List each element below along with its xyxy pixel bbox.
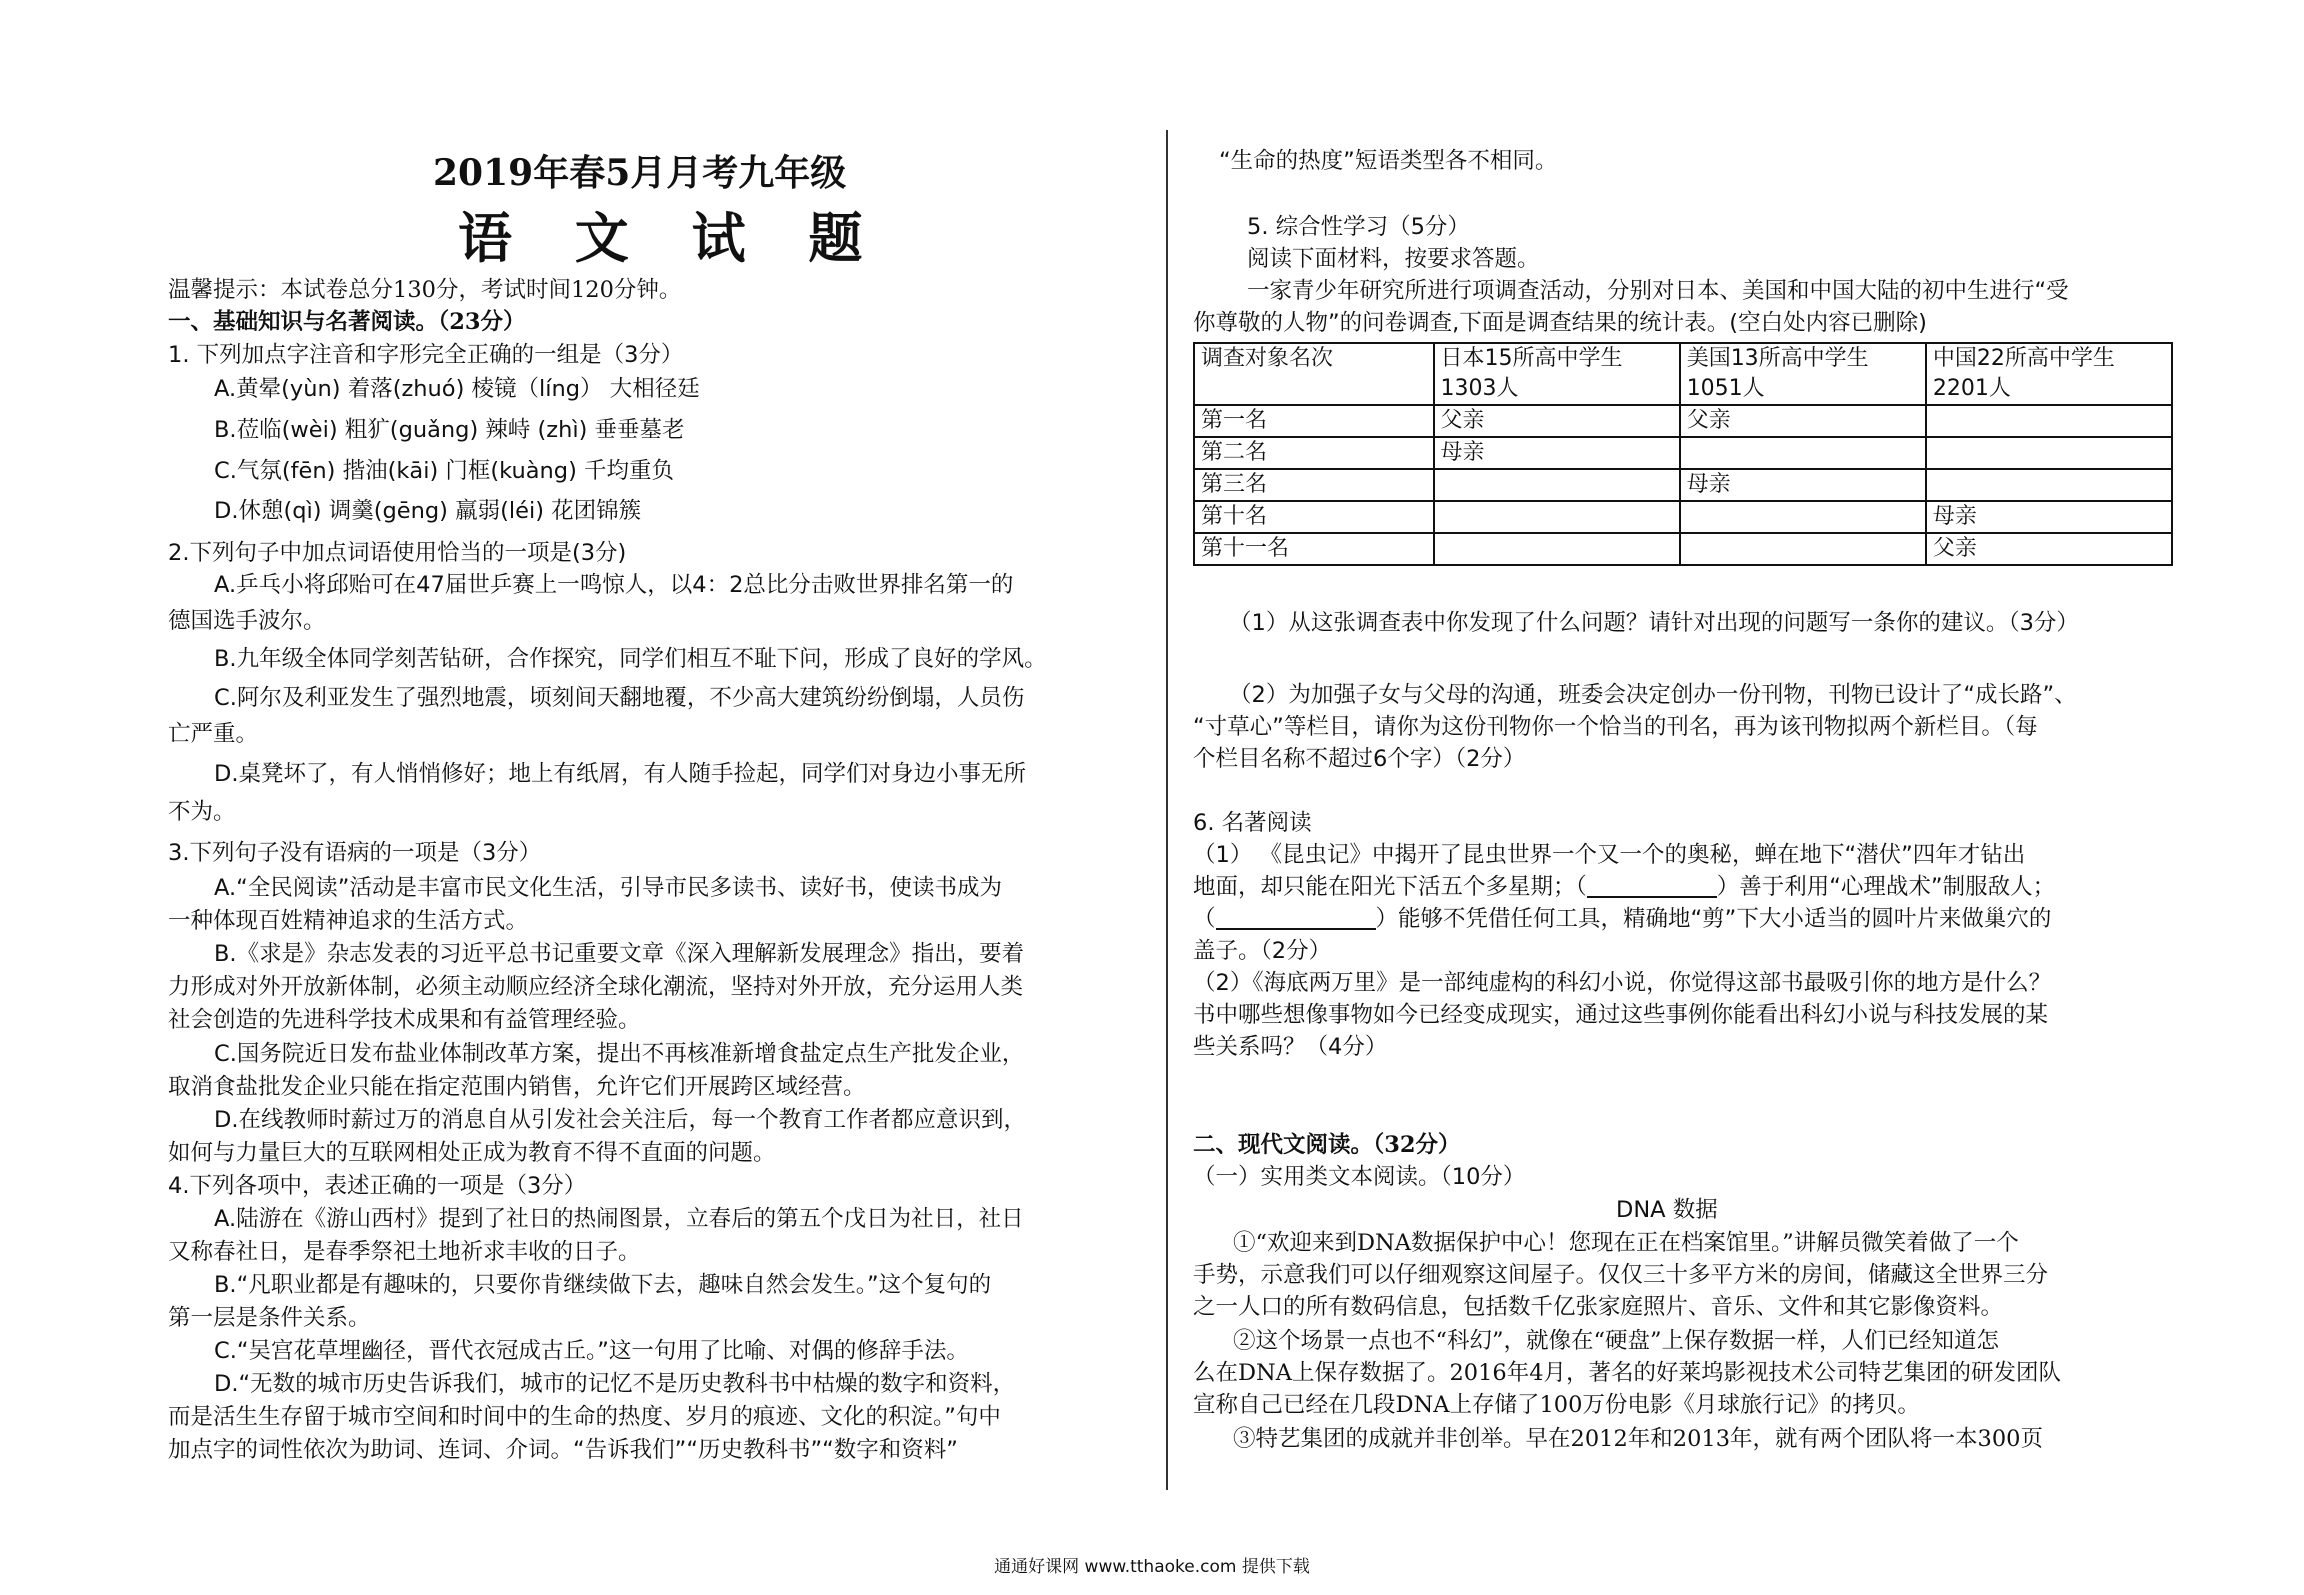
q3-option-c-cont: 取消食盐批发企业只能在指定范围内销售，允许它们开展跨区域经营。: [168, 1074, 866, 1100]
answer-blank-2[interactable]: [1216, 906, 1376, 930]
article-para3-line1: ③特艺集团的成就并非创举。早在2012年和2013年，就有两个团队将一本300页: [1233, 1426, 2043, 1452]
table-header-cell: 日本15所高中学生1303人: [1434, 343, 1680, 405]
survey-table: [1193, 342, 2173, 566]
q4-option-d-cont1: 而是活生生存留于城市空间和时间中的生命的热度、岁月的痕迹、文化的积淀。”句中: [168, 1404, 1001, 1430]
table-cell: 父亲: [1680, 405, 1926, 437]
q6-part2-line2: 书中哪些想像事物如今已经变成现实，通过这些事例你能看出科幻小说与科技发展的某: [1193, 1002, 2049, 1028]
table-cell: 第三名: [1194, 469, 1434, 501]
section1-heading: 一、基础知识与名著阅读。（23分）: [168, 309, 526, 335]
table-row: [1194, 469, 2172, 501]
table-cell: [1434, 533, 1680, 565]
q2-option-b: B.九年级全体同学刻苦钻研，合作探究，同学们相互不耻下问，形成了良好的学风。: [214, 646, 1047, 672]
q3-option-a-cont: 一种体现百姓精神追求的生活方式。: [168, 908, 529, 934]
q5-heading: 5. 综合性学习（5分）: [1247, 214, 1470, 240]
table-cell: 第十名: [1194, 501, 1434, 533]
table-cell: [1926, 469, 2172, 501]
q3-option-a: A.“全民阅读”活动是丰富市民文化生活，引导市民多读书、读好书，使读书成为: [214, 875, 1002, 901]
table-cell: 父亲: [1926, 533, 2172, 565]
q6-part1-line3: [1193, 904, 2051, 934]
table-row: [1194, 501, 2172, 533]
q1-option-a: A.黄晕(yùn) 着落(zhuó) 棱镜（líng） 大相径廷: [214, 376, 700, 402]
section2-sub-heading: （一）实用类文本阅读。（10分）: [1193, 1164, 1526, 1190]
q2-option-d-cont: 不为。: [168, 799, 236, 825]
q2-option-d: D.桌凳坏了，有人悄悄修好；地上有纸屑，有人随手捡起，同学们对身边小事无所: [214, 761, 1026, 787]
q4-option-d-cont2: 加点字的词性依次为助词、连词、介词。“告诉我们”“历史教科书”“数字和资料”: [168, 1437, 958, 1463]
table-row: [1194, 405, 2172, 437]
q5-intro-line2: 你尊敬的人物”的问卷调查,下面是调查结果的统计表。(空白处内容已删除): [1193, 310, 1927, 336]
table-header-cell: 调查对象名次: [1194, 343, 1434, 405]
table-cell: 第一名: [1194, 405, 1434, 437]
page-footer: 通通好课网 www.tthaoke.com 提供下载: [994, 1557, 1310, 1577]
q3-option-c: C.国务院近日发布盐业体制改革方案，提出不再核准新增食盐定点生产批发企业，: [214, 1041, 1025, 1067]
q3-option-b: B.《求是》杂志发表的习近平总书记重要文章《深入理解新发展理念》指出，要着: [214, 941, 1025, 967]
q5-part1: （1）从这张调查表中你发现了什么问题？请针对出现的问题写一条你的建议。（3分）: [1229, 610, 2079, 636]
q2-option-a: A.乒乓小将邱贻可在47届世乒赛上一鸣惊人，以4：2总比分击败世界排名第一的: [214, 572, 1014, 598]
q3-option-d-cont: 如何与力量巨大的互联网相处正成为教育不得不直面的问题。: [168, 1140, 776, 1166]
q6-part1-line2: [1193, 872, 2055, 902]
q6-part1-line4: 盖子。（2分）: [1193, 938, 1332, 964]
q2-stem: 2.下列句子中加点词语使用恰当的一项是(3分): [168, 540, 627, 566]
table-cell: [1434, 469, 1680, 501]
answer-blank-1[interactable]: [1587, 874, 1717, 898]
q3-option-d: D.在线教师时薪过万的消息自从引发社会关注后，每一个教育工作者都应意识到，: [214, 1107, 1026, 1133]
q1-option-b: B.莅临(wèi) 粗犷(guǎng) 辣峙 (zhì) 垂垂墓老: [214, 417, 685, 443]
table-cell: 母亲: [1434, 437, 1680, 469]
exam-title-line2: 语 文 试 题: [458, 206, 885, 270]
q4-option-b: B.“凡职业都是有趣味的，只要你肯继续做下去，趣味自然会发生。”这个复句的: [214, 1272, 992, 1298]
article-para2-line1: ②这个场景一点也不“科幻”，就像在“硬盘”上保存数据一样，人们已经知道怎: [1233, 1328, 2000, 1354]
q6-part2-line1: （2）《海底两万里》是一部纯虚构的科幻小说，你觉得这部书最吸引你的地方是什么？: [1193, 970, 2052, 996]
table-cell: [1926, 405, 2172, 437]
article-para1-line2: 手势，示意我们可以仔细观察这间屋子。仅仅三十多平方米的房间，储藏这全世界三分: [1193, 1262, 2049, 1288]
q4-option-a-cont: 又称春社日，是春季祭祀土地祈求丰收的日子。: [168, 1239, 641, 1265]
table-cell: 母亲: [1926, 501, 2172, 533]
q6-part1-line2-text: 地面，却只能在阳光下活五个多星期；（: [1193, 874, 1587, 900]
table-header-cell: 中国22所高中学生2201人: [1926, 343, 2172, 405]
q2-option-c-cont: 亡严重。: [168, 721, 259, 747]
section2-heading: 二、现代文阅读。（32分）: [1193, 1132, 1461, 1158]
q2-option-c: C.阿尔及利亚发生了强烈地震，顷刻间天翻地覆，不少高大建筑纷纷倒塌，人员伤: [214, 685, 1025, 711]
exam-title-line1: 2019年春5月月考九年级: [433, 152, 847, 194]
q5-intro-line1: 一家青少年研究所进行项调查活动，分别对日本、美国和中国大陆的初中生进行“受: [1247, 278, 2069, 304]
table-cell: 母亲: [1680, 469, 1926, 501]
article-para2-line2: 么在DNA上保存数据了。2016年4月，著名的好莱坞影视技术公司特艺集团的研发团队: [1193, 1360, 2062, 1386]
table-cell: [1680, 533, 1926, 565]
q1-stem: 1. 下列加点字注音和字形完全正确的一组是（3分）: [168, 342, 684, 368]
q5-part2-line3: 个栏目名称不超过6个字）（2分）: [1193, 746, 1526, 772]
article-title: DNA 数据: [1616, 1197, 1718, 1223]
q6-heading: 6. 名著阅读: [1193, 810, 1312, 836]
table-row: [1194, 437, 2172, 469]
q2-option-a-cont: 德国选手波尔。: [168, 608, 326, 634]
q5-instruction: 阅读下面材料，按要求答题。: [1247, 246, 1540, 272]
article-para1-line3: 之一人口的所有数码信息，包括数千亿张家庭照片、音乐、文件和其它影像资料。: [1193, 1294, 2004, 1320]
q1-option-c: C.气氛(fēn) 揩油(kāi) 门框(kuàng) 千均重负: [214, 458, 675, 484]
q1-option-d: D.休憩(qì) 调羹(gēng) 羸弱(léi) 花团锦簇: [214, 498, 642, 524]
table-cell: 第十一名: [1194, 533, 1434, 565]
q3-stem: 3.下列句子没有语病的一项是（3分）: [168, 840, 542, 866]
q4-option-c: C.“吴宫花草埋幽径，晋代衣冠成古丘。”这一句用了比喻、对偶的修辞手法。: [214, 1338, 969, 1364]
table-row: [1194, 533, 2172, 565]
q5-part2-line1: （2）为加强子女与父母的沟通，班委会决定创办一份刊物，刊物已设计了“成长路”、: [1229, 682, 2077, 708]
q6-part2-line3: 些关系吗？（4分）: [1193, 1034, 1388, 1060]
table-cell: 父亲: [1434, 405, 1680, 437]
table-cell: [1926, 437, 2172, 469]
table-cell: [1680, 437, 1926, 469]
q4-option-a: A.陆游在《游山西村》提到了社日的热闹图景，立春后的第五个戊日为社日，社日: [214, 1206, 1024, 1232]
q6-part1-line2-after: ）善于利用“心理战术”制服敌人；: [1716, 874, 2056, 900]
table-cell: [1680, 501, 1926, 533]
q6-part1-line3-after: ）能够不凭借任何工具，精确地“剪”下大小适当的圆叶片来做巢穴的: [1375, 906, 2052, 932]
q4-stem: 4.下列各项中，表述正确的一项是（3分）: [168, 1173, 587, 1199]
q6-part1-line3-text: （: [1193, 906, 1216, 932]
q5-part2-line2: “寸草心”等栏目，请你为这份刊物你一个恰当的刊名，再为该刊物拟两个新栏目。（每: [1193, 714, 2038, 740]
survey-table-header: [1194, 343, 2172, 405]
q6-part1-line1: （1） 《昆虫记》中揭开了昆虫世界一个又一个的奥秘，蝉在地下“潜伏”四年才钻出: [1193, 842, 2026, 868]
article-para2-line3: 宣称自己已经在几段DNA上存储了100万份电影《月球旅行记》的拷贝。: [1193, 1392, 1920, 1418]
table-cell: [1434, 501, 1680, 533]
article-para1-line1: ①“欢迎来到DNA数据保护中心！您现在正在档案馆里。”讲解员微笑着做了一个: [1233, 1230, 2019, 1256]
exam-tip: 温馨提示：本试卷总分130分，考试时间120分钟。: [168, 277, 682, 303]
table-cell: 第二名: [1194, 437, 1434, 469]
q4-option-b-cont: 第一层是条件关系。: [168, 1305, 371, 1331]
q3-option-b-cont1: 力形成对外开放新体制，必须主动顺应经济全球化潮流，坚持对外开放，充分运用人类: [168, 974, 1024, 1000]
column-divider: [1166, 130, 1168, 1490]
q3-option-b-cont2: 社会创造的先进科学技术成果和有益管理经验。: [168, 1007, 641, 1033]
table-header-cell: 美国13所高中学生1051人: [1680, 343, 1926, 405]
q4-option-d: D.“无数的城市历史告诉我们，城市的记忆不是历史教科书中枯燥的数字和资料，: [214, 1371, 1016, 1397]
q4-option-d-cont3: “生命的热度”短语类型各不相同。: [1219, 148, 1558, 174]
